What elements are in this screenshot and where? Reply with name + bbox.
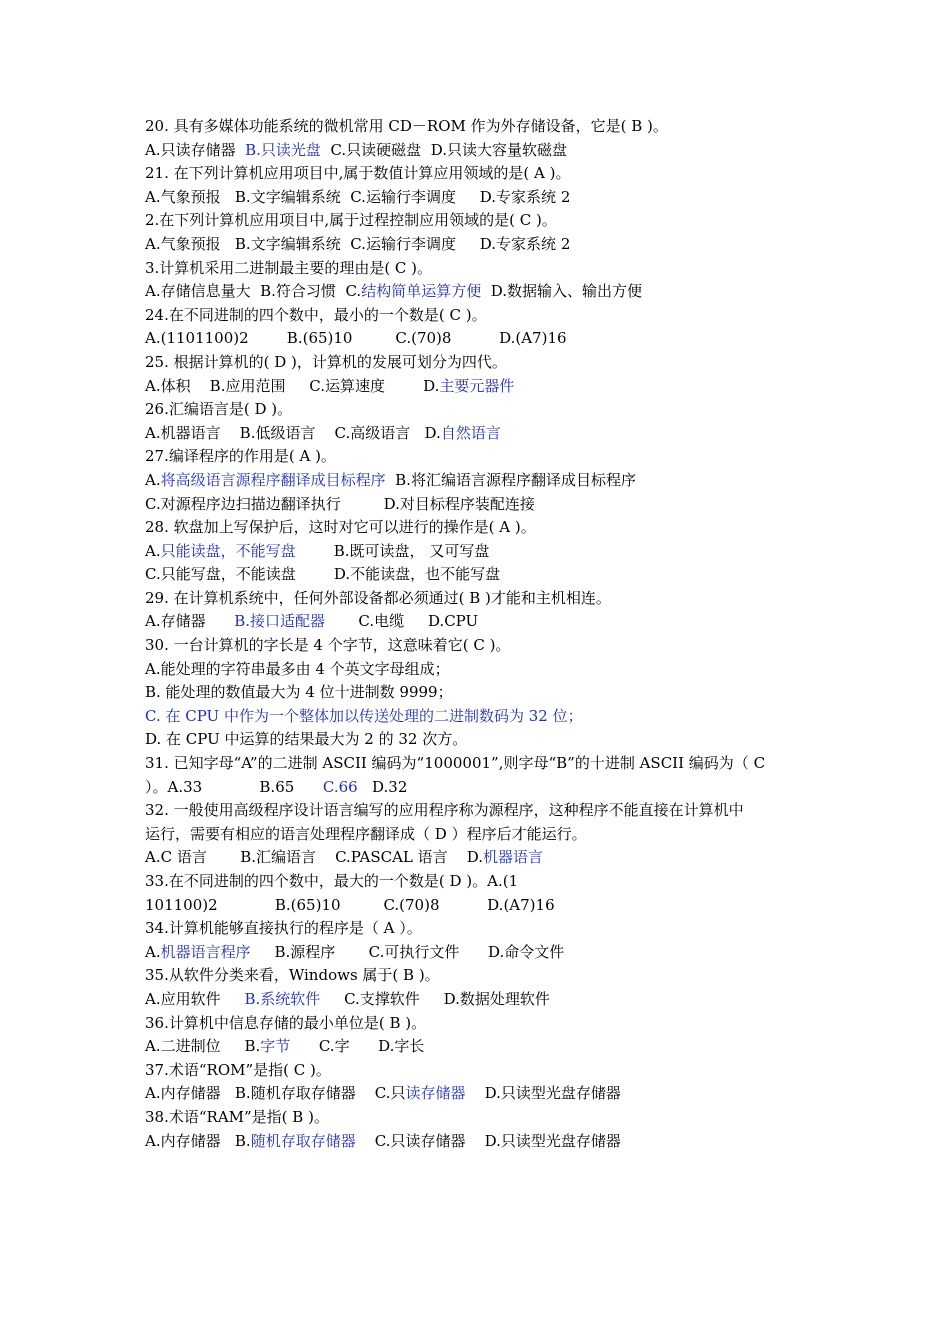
text-line — [145, 1106, 825, 1130]
text-segment: 38.术语“RAM”是指( B )。 — [145, 1107, 329, 1126]
text-segment: B. 能处理的数值最大为 4 位十进制数 9999； — [145, 683, 453, 702]
text-line — [145, 870, 825, 894]
text-line — [145, 823, 825, 847]
text-line — [145, 941, 825, 965]
text-segment: C.电缆 D.CPU — [325, 612, 479, 631]
text-segment: 33.在不同进制的四个数中，最大的一个数是( D )。A.(1 — [145, 872, 519, 890]
text-segment: 34.计算机能够直接执行的程序是（ A ）。 — [145, 919, 422, 938]
text-line — [145, 917, 825, 941]
text-segment: 25. 根据计算机的( D )，计算机的发展可划分为四代。 — [145, 352, 507, 371]
text-segment: A.二进制位 B. — [145, 1037, 261, 1056]
text-segment: A.应用软件 — [145, 989, 245, 1008]
text-line — [145, 493, 825, 517]
text-segment: C.对源程序边扫描边翻译执行 D.对目标程序装配连接 — [145, 494, 535, 513]
text-segment: 3.计算机采用二进制最主要的理由是( C )。 — [145, 258, 433, 277]
text-segment: 36.计算机中信息存储的最小单位是( B )。 — [145, 1013, 427, 1032]
text-segment: 30. 一台计算机的字长是 4 个字节，这意味着它( C )。 — [145, 636, 511, 655]
text-segment: C.只读硬磁盘 D.只读大容量软磁盘 — [320, 140, 567, 159]
text-segment: 32. 一般使用高级程序设计语言编写的应用程序称为源程序，这种程序不能直接在计算机中 — [145, 801, 744, 820]
text-segment: 35.从软件分类来看，Windows 属于( B )。 — [145, 966, 440, 985]
text-segment: 2.在下列计算机应用项目中,属于过程控制应用领域的是( C )。 — [145, 211, 557, 230]
text-segment: 28. 软盘加上写保护后，这时对它可以进行的操作是( A )。 — [145, 518, 536, 537]
text-line — [145, 705, 825, 729]
text-line — [145, 469, 825, 493]
text-line — [145, 587, 825, 611]
text-line — [145, 162, 825, 186]
text-line — [145, 540, 825, 564]
text-line — [145, 964, 825, 988]
text-line — [145, 115, 825, 139]
text-line — [145, 988, 825, 1012]
text-line — [145, 1130, 825, 1154]
text-segment: A.内存储器 B.随机存取存储器 C.只 — [145, 1084, 406, 1103]
text-line — [145, 304, 825, 328]
text-segment: B.既可读盘， 又可写盘 — [295, 541, 490, 560]
text-segment: 37.术语“ROM”是指( C )。 — [145, 1060, 331, 1079]
text-segment: A.气象预报 B.文字编辑系统 C.运输行李调度 D.专家系统 2 — [145, 187, 571, 206]
text-line — [145, 445, 825, 469]
text-line — [145, 728, 825, 752]
text-line — [145, 1035, 825, 1059]
text-segment: A.只读存储器 — [145, 140, 246, 159]
text-segment: C.只读存储器 D.只读型光盘存储器 — [355, 1131, 621, 1150]
text-segment: B.源程序 C.可执行文件 D.命令文件 — [250, 942, 565, 961]
text-segment: A.能处理的字符串最多由 4 个英文字母组成； — [145, 659, 450, 678]
document-page — [145, 115, 825, 1153]
text-segment: A.气象预报 B.文字编辑系统 C.运输行李调度 D.专家系统 2 — [145, 234, 571, 253]
highlighted-answer-text: 随机存取存储器 — [250, 1131, 356, 1150]
text-line — [145, 375, 825, 399]
text-line — [145, 658, 825, 682]
text-segment: A. — [145, 541, 161, 560]
text-line — [145, 610, 825, 634]
highlighted-answer-text: B.接口适配器 — [234, 612, 326, 631]
text-line — [145, 327, 825, 351]
text-line — [145, 563, 825, 587]
highlighted-answer-text: 机器语言程序 — [160, 942, 251, 961]
text-segment: 26.汇编语言是( D )。 — [145, 400, 293, 419]
text-segment: A.C 语言 B.汇编语言 C.PASCAL 语言 D. — [145, 848, 483, 867]
text-segment: D. 在 CPU 中运算的结果最大为 2 的 32 次方。 — [145, 730, 468, 749]
text-segment: C.只能写盘，不能读盘 D.不能读盘，也不能写盘 — [145, 565, 501, 584]
text-segment: C.支撑软件 D.数据处理软件 — [320, 989, 550, 1008]
text-segment: ）。A.33 B.65 — [145, 777, 323, 796]
highlighted-answer-text: 机器语言 — [483, 848, 544, 867]
text-segment: A.存储信息量大 B.符合习惯 C. — [145, 282, 362, 301]
text-segment: A.内存储器 B. — [145, 1131, 251, 1150]
text-segment: 101100)2 B.(65)10 C.(70)8 D.(A7)16 — [145, 895, 555, 914]
text-line — [145, 752, 825, 776]
highlighted-answer-text: 主要元器件 — [439, 376, 515, 395]
highlighted-answer-text: B.只读光盘 — [245, 140, 321, 159]
text-segment: 27.编译程序的作用是( A )。 — [145, 447, 336, 466]
text-line — [145, 894, 825, 918]
text-line — [145, 1082, 825, 1106]
highlighted-answer-text: 只能读盘，不能写盘 — [160, 541, 296, 560]
text-segment: 24.在不同进制的四个数中，最小的一个数是( C )。 — [145, 305, 487, 324]
highlighted-answer-text: 将高级语言源程序翻译成目标程序 — [160, 470, 386, 489]
text-segment: D.数据输入、输出方便 — [481, 282, 642, 301]
text-segment: A. — [145, 942, 161, 961]
text-line — [145, 1059, 825, 1083]
text-segment: A.(1101100)2 B.(65)10 C.(70)8 D.(A7)16 — [145, 329, 567, 348]
text-segment: A.机器语言 B.低级语言 C.高级语言 D. — [145, 423, 441, 442]
text-line — [145, 139, 825, 163]
text-line — [145, 209, 825, 233]
highlighted-answer-text: C.66 — [322, 777, 358, 796]
text-line — [145, 681, 825, 705]
text-line — [145, 846, 825, 870]
highlighted-answer-text: 结构简单运算方便 — [361, 282, 482, 301]
text-line — [145, 799, 825, 823]
text-segment: D.只读型光盘存储器 — [465, 1084, 621, 1103]
highlighted-answer-text: 自然语言 — [440, 423, 501, 442]
text-line — [145, 233, 825, 257]
text-line — [145, 186, 825, 210]
highlighted-answer-text: B.系统软件 — [244, 989, 321, 1008]
text-line — [145, 257, 825, 281]
text-segment: 29. 在计算机系统中，任何外部设备都必须通过( B )才能和主机相连。 — [145, 588, 611, 607]
text-line — [145, 634, 825, 658]
text-line — [145, 1012, 825, 1036]
text-line — [145, 422, 825, 446]
text-segment: 20. 具有多媒体功能系统的微机常用 CD－ROM 作为外存储设备，它是( B )。 — [145, 117, 668, 135]
text-segment: A.体积 B.应用范围 C.运算速度 D. — [145, 376, 440, 395]
highlighted-answer-text: C. 在 CPU 中作为一个整体加以传送处理的二进制数码为 32 位； — [145, 706, 583, 725]
text-segment: 21. 在下列计算机应用项目中,属于数值计算应用领域的是( A )。 — [145, 164, 571, 183]
text-segment: C.字 D.字长 — [290, 1037, 425, 1056]
text-segment: 运行，需要有相应的语言处理程序翻译成（ D ）程序后才能运行。 — [145, 824, 587, 843]
highlighted-answer-text: 读存储器 — [405, 1084, 466, 1103]
text-segment: 31. 已知字母“A”的二进制 ASCII 编码为“1000001”,则字母“B”的十进制 ASCII 编码为（ C — [145, 754, 766, 773]
text-line — [145, 776, 825, 800]
text-line — [145, 516, 825, 540]
text-line — [145, 398, 825, 422]
text-segment: A.存储器 — [145, 612, 235, 631]
text-line — [145, 280, 825, 304]
text-segment: A. — [145, 470, 161, 489]
highlighted-answer-text: 字节 — [260, 1037, 291, 1056]
text-segment: D.32 — [357, 777, 408, 796]
text-segment: B.将汇编语言源程序翻译成目标程序 — [385, 470, 636, 489]
text-line — [145, 351, 825, 375]
